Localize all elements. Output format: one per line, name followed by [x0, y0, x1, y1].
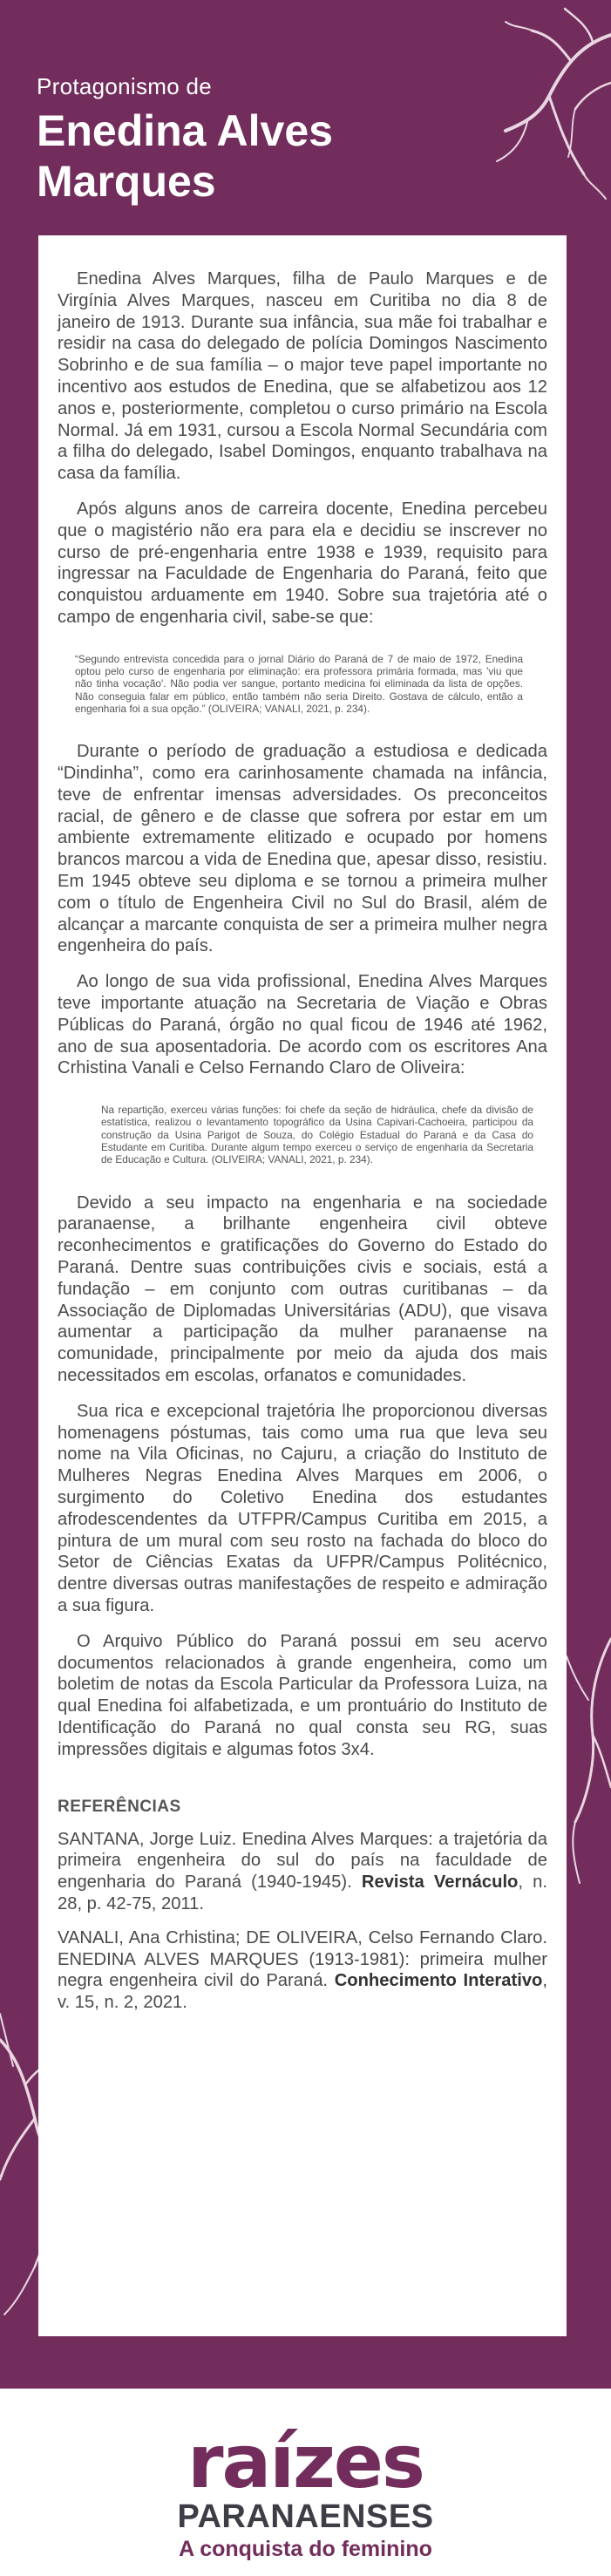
reference-2 [58, 1927, 547, 2014]
paragraph-5: Devido a seu impacto na engenharia e na sociedade paranaense, a brilhante engenheira civil obteve reconhecimentos e gratificações do Governo do Estado do Paraná. Dentre suas contribuições civis e sociais, está a fundação – em conjunto com outras curitibanas – da Associação de Diplomadas Universitárias (ADU), que visava aumentar a participação da mulher paranaense na comunidade, principalmente por meio da ajuda dos mais necessitados em escolas, orfanatos e comunidades. [58, 1193, 547, 1386]
article-card [38, 235, 567, 2336]
paragraph-3: Durante o período de graduação a estudiosa e dedicada “Dindinha”, como era carinhosamente chamada na infância, teve de enfrentar imensas adversidades. Os preconceitos racial, de gênero e de classe que sofrera por estar em um ambiente extremamente elitizado e ocupado por homens brancos marcou a vida de Enedina que, apesar disso, resistiu. Em 1945 obteve seu diploma e se tornou a primeira mulher com o título de Engenheira Civil no Sul do Brasil, além de alcançar a marcante conquista de ser a primeira mulher negra engenheira do país. [58, 742, 547, 956]
blockquote-1: “Segundo entrevista concedida para o jornal Diário do Paraná de 7 de maio de 1972, Enedina optou pelo curso de engenharia por eliminação: era professora primária formada, mas 'viu que não tinha vocação'. Não podia ver sangue, portanto medicina foi eliminada da lista de opções. Não conseguia falar em público, então também não seria Direito. Gostava de cálculo, então a engenharia foi a sua opção.” (OLIVEIRA; VANALI, 2021, p. 234). [75, 652, 523, 715]
page-title-line1: Enedina Alves [37, 106, 333, 155]
page-header [37, 73, 333, 207]
paragraph-7: O Arquivo Público do Paraná possui em seu acervo documentos relacionados à grande engenheira, como um boletim de notas da Escola Particular da Professora Luiza, na qual Enedina foi alfabetizada, e um prontuário do Instituto de Identificação do Paraná no qual consta seu RG, suas impressões digitais e algumas fotos 3x4. [58, 1631, 547, 1759]
page-title-line2: Marques [37, 157, 216, 206]
header-pretitle: Protagonismo de [37, 73, 213, 99]
branch-decoration-right-icon [562, 1587, 611, 1900]
reference-2-tail: , v. 15, n. 2, 2021. [58, 1971, 548, 2013]
footer-logo-area [0, 2389, 611, 2576]
reference-1-journal: Revista Vernáculo [361, 1873, 519, 1893]
reference-1 [58, 1829, 547, 1915]
paragraph-6: Sua rica e excepcional trajetória lhe proporcionou diversas homenagens póstumas, tais como uma rua que leva seu nome na Vila Oficinas, no Cajuru, a criação do Instituto de Mulheres Negras Enedina Alves Marques em 2006, o surgimento do Coletivo Enedina dos estudantes afrodescendentes da UTFPR/Campus Curitiba em 2015, a pintura de um mural com seu rosto na fachada do bloco do Setor de Ciências Exatas da UFPR/Campus Politécnico, dentre diversas outras manifestações de respeito e admiração a sua figura. [58, 1401, 547, 1616]
branch-decoration-top-right-icon [488, 0, 611, 201]
paragraph-1: Enedina Alves Marques, filha de Paulo Marques e de Virgínia Alves Marques, nasceu em Curitiba no dia 8 de janeiro de 1913. Durante sua infância, sua mãe foi trabalhar e residir na casa do delegado de polícia Domingos Nascimento Sobrinho e de sua família – o major teve papel importante no incentivo aos estudos de Enedina, que se alfabetizou aos 12 anos e, posteriormente, completou o curso primário na Escola Normal. Já em 1931, cursou a Escola Normal Secundária com a filha do delegado, Isabel Domingos, enquanto trabalhava na casa da família. [58, 269, 547, 484]
reference-2-journal: Conhecimento Interativo [334, 1971, 543, 1991]
references-heading: REFERÊNCIAS [58, 1797, 181, 1816]
logo-wordmark: raízes [187, 2419, 424, 2505]
paragraph-2: Após alguns anos de carreira docente, Enedina percebeu que o magistério não era para ela e decidiu se inscrever no curso de pré-engenharia entre 1938 e 1939, requisito para ingressar na Faculdade de Engenharia do Paraná, feito que conquistou arduamente em 1940. Sobre sua trajetória até o campo de engenharia civil, sabe-se que: [58, 499, 547, 627]
reference-1-tail: , n. 28, p. 42-75, 2011. [58, 1873, 548, 1913]
blockquote-2: Na repartição, exerceu várias funções: foi chefe da seção de hidráulica, chefe da divisão de estatística, realizou o levantamento topográfico da Usina Capivari-Cachoeira, participou da construção da Usina Parigot de Souza, do Colégio Estadual do Paraná e da Casa do Estudante em Curitiba. Durante algum tempo exerceu o serviço de engenharia da Secretaria de Educação e Cultura. (OLIVEIRA; VANALI, 2021, p. 234). [101, 1104, 533, 1166]
logo-tagline: A conquista do feminino [179, 2537, 432, 2561]
reference-1-text: SANTANA, Jorge Luiz. Enedina Alves Marques: a trajetória da primeira engenheira do sul do país na faculdade de engenharia do Paraná (1940-1945). [58, 1829, 547, 1893]
reference-2-text: VANALI, Ana Crhistina; DE OLIVEIRA, Celso Fernando Claro. ENEDINA ALVES MARQUES (1913-1981): primeira mulher negra engenheira civil do Paraná. [58, 1927, 547, 1991]
logo-subtitle: PARANAENSES [177, 2498, 434, 2535]
paragraph-4: Ao longo de sua vida profissional, Enedina Alves Marques teve importante atuação na Secretaria de Viação e Obras Públicas do Paraná, órgão no qual ficou de 1946 até 1962, ano de sua aposentadoria. De acordo com os escritores Ana Crhistina Vanali e Celso Fernando Claro de Oliveira: [58, 972, 547, 1078]
page-title [37, 105, 333, 207]
